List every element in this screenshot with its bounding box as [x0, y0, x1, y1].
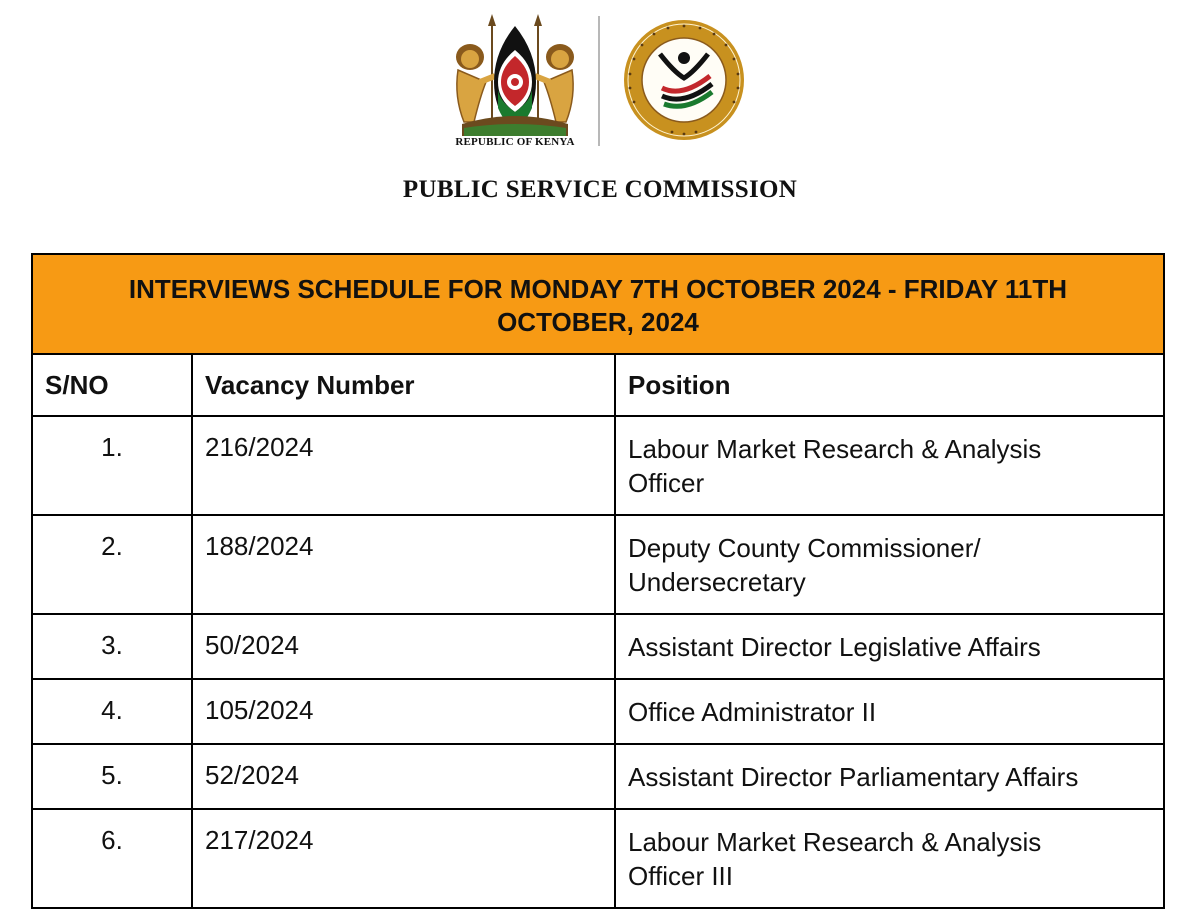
position-line: Undersecretary [628, 567, 806, 597]
position-line: Assistant Director Parliamentary Affairs [628, 762, 1079, 792]
cell-vacancy: 188/2024 [192, 515, 615, 614]
cell-position [615, 809, 1164, 908]
position-line: Deputy County Commissioner/ [628, 533, 981, 563]
cell-position [615, 679, 1164, 744]
table-row [32, 809, 1164, 908]
column-header-position: Position [615, 354, 1164, 416]
column-header-vacancy: Vacancy Number [192, 354, 615, 416]
cell-sno: 6. [32, 809, 192, 908]
cell-sno: 4. [32, 679, 192, 744]
logo-divider [598, 16, 600, 146]
agency-name: PUBLIC SERVICE COMMISSION [402, 176, 798, 203]
table-title [32, 254, 1164, 354]
cell-vacancy: 52/2024 [192, 744, 615, 809]
position-line: Assistant Director Legislative Affairs [628, 632, 1041, 662]
cell-sno: 3. [32, 614, 192, 679]
cell-vacancy: 105/2024 [192, 679, 615, 744]
position-line: Office Administrator II [628, 697, 877, 727]
cell-sno: 5. [32, 744, 192, 809]
cell-vacancy: 50/2024 [192, 614, 615, 679]
position-line: Officer [628, 468, 705, 498]
table-row [32, 614, 1164, 679]
psc-seal-icon [622, 18, 746, 142]
cell-position [615, 515, 1164, 614]
position-line: Labour Market Research & Analysis [628, 827, 1042, 857]
header-logos [440, 8, 760, 158]
table-title-line: INTERVIEWS SCHEDULE FOR MONDAY 7TH OCTOBER 2024 - FRIDAY 11TH [128, 274, 1068, 304]
column-header-sno: S/NO [32, 354, 192, 416]
cell-vacancy: 216/2024 [192, 416, 615, 515]
cell-vacancy: 217/2024 [192, 809, 615, 908]
coat-of-arms-caption: REPUBLIC OF KENYA [455, 136, 575, 148]
kenya-coat-of-arms-icon [440, 12, 590, 154]
table-row [32, 515, 1164, 614]
position-line: Officer III [628, 861, 733, 891]
cell-position [615, 416, 1164, 515]
position-line: Labour Market Research & Analysis [628, 434, 1042, 464]
table-row [32, 744, 1164, 809]
cell-position [615, 744, 1164, 809]
cell-position [615, 614, 1164, 679]
table-header-row [32, 354, 1164, 416]
table-title-row [32, 254, 1164, 354]
table-row [32, 416, 1164, 515]
table-row [32, 679, 1164, 744]
interview-schedule-table [31, 253, 1165, 909]
cell-sno: 1. [32, 416, 192, 515]
cell-sno: 2. [32, 515, 192, 614]
table-title-line: OCTOBER, 2024 [497, 307, 699, 337]
